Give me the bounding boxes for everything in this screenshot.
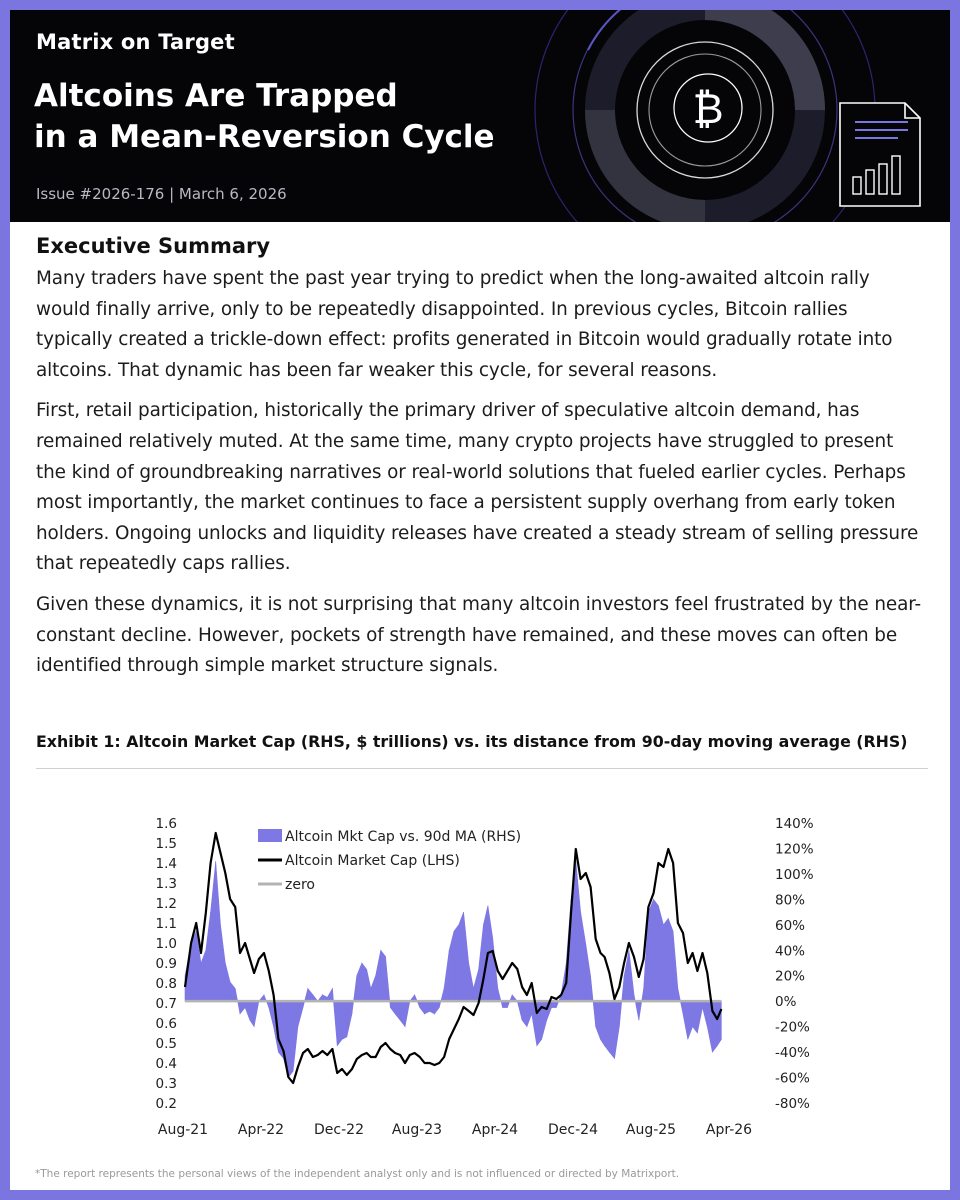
area-segment bbox=[420, 1001, 425, 1014]
right-tick-label: -80% bbox=[775, 1096, 810, 1112]
x-tick-label: Apr-24 bbox=[471, 1122, 519, 1138]
legend-zero-label: zero bbox=[285, 877, 315, 893]
header-banner bbox=[10, 10, 950, 222]
area-segment bbox=[400, 1001, 405, 1026]
area-segment bbox=[498, 988, 503, 1007]
title-line-1: Altcoins Are Trapped bbox=[34, 78, 398, 114]
area-segment bbox=[337, 1001, 342, 1046]
area-segment bbox=[586, 944, 591, 1001]
x-tick-label: Apr-26 bbox=[705, 1122, 753, 1138]
area-segment bbox=[683, 1001, 688, 1039]
x-axis bbox=[158, 1122, 752, 1138]
area-segment bbox=[250, 1001, 254, 1026]
right-tick-label: 0% bbox=[775, 994, 797, 1011]
area-segment bbox=[362, 963, 367, 1001]
area-segment bbox=[390, 1001, 395, 1014]
svg-text:₿: ₿ bbox=[692, 84, 724, 133]
left-tick-label: 0.9 bbox=[155, 956, 177, 972]
x-tick-label: Dec-22 bbox=[314, 1122, 364, 1138]
area-segment bbox=[293, 1001, 298, 1071]
left-tick-label: 0.8 bbox=[155, 976, 177, 992]
brand-name: Matrix on Target bbox=[36, 30, 235, 54]
area-segment bbox=[405, 1001, 410, 1026]
left-tick-label: 1.5 bbox=[155, 836, 177, 852]
area-segment bbox=[522, 1001, 527, 1026]
area-segment bbox=[634, 995, 639, 1020]
area-segment bbox=[303, 988, 308, 1007]
right-tick-label: 60% bbox=[775, 917, 806, 934]
report-page bbox=[10, 10, 950, 1190]
right-tick-label: -40% bbox=[775, 1045, 810, 1062]
area-segment bbox=[673, 931, 678, 1001]
area-segment bbox=[668, 918, 673, 1001]
area-segment bbox=[663, 918, 668, 1001]
area-segment bbox=[464, 912, 469, 1001]
area-segment bbox=[697, 1001, 702, 1033]
area-segment bbox=[658, 906, 663, 1001]
left-tick-label: 0.2 bbox=[155, 1096, 177, 1112]
area-segment bbox=[469, 963, 474, 1001]
left-tick-label: 0.4 bbox=[155, 1056, 177, 1072]
area-segment bbox=[425, 1001, 430, 1014]
area-segment bbox=[206, 912, 211, 1001]
x-tick-label: Aug-25 bbox=[625, 1122, 677, 1138]
legend-area-label: Altcoin Mkt Cap vs. 90d MA (RHS) bbox=[285, 829, 522, 845]
left-axis bbox=[156, 816, 177, 1112]
area-segment bbox=[527, 1001, 532, 1026]
altcoin-chart bbox=[10, 778, 950, 1158]
left-tick-label: 0.3 bbox=[155, 1076, 177, 1092]
area-segment bbox=[444, 950, 449, 1001]
area-segment bbox=[240, 1001, 245, 1014]
area-segment bbox=[211, 861, 216, 1001]
summary-heading: Executive Summary bbox=[36, 234, 271, 258]
area-segment bbox=[581, 912, 586, 1001]
area-segment bbox=[230, 982, 235, 1001]
area-segment bbox=[693, 1001, 698, 1033]
left-tick-label: 1.0 bbox=[155, 936, 177, 952]
area-segment bbox=[221, 925, 226, 1001]
divider bbox=[36, 768, 928, 769]
report-chart-icon bbox=[840, 103, 920, 206]
area-segment bbox=[454, 925, 459, 1001]
right-axis bbox=[775, 816, 814, 1112]
area-segment bbox=[371, 976, 376, 1001]
x-tick-label: Apr-22 bbox=[237, 1122, 285, 1138]
area-segment bbox=[357, 963, 362, 1001]
area-segment bbox=[288, 1001, 293, 1077]
left-tick-label: 1.3 bbox=[155, 876, 177, 892]
legend-area-swatch bbox=[258, 829, 282, 842]
area-segment bbox=[449, 931, 454, 1001]
right-tick-label: 100% bbox=[775, 866, 814, 883]
area-segment bbox=[245, 1001, 250, 1020]
title-line-2: in a Mean-Reversion Cycle bbox=[34, 119, 495, 155]
area-segment bbox=[269, 1001, 274, 1026]
executive-summary bbox=[36, 232, 924, 692]
area-segment bbox=[352, 976, 357, 1014]
area-segment bbox=[347, 1001, 352, 1037]
area-segment bbox=[717, 1001, 721, 1046]
legend-line-label: Altcoin Market Cap (LHS) bbox=[285, 853, 460, 869]
area-segment bbox=[702, 1001, 707, 1026]
area-segment bbox=[517, 1001, 522, 1020]
summary-paragraph-3: Given these dynamics, it is not surprising that many altcoin investors feel frustrated by the near-constant decline. However, pockets of strength have remained, and these moves can often be identified through simple market structure signals. bbox=[36, 593, 922, 677]
chart-legend bbox=[258, 829, 521, 893]
area-segment bbox=[367, 969, 371, 1001]
area-segment bbox=[254, 1001, 259, 1026]
area-segment bbox=[439, 988, 444, 1007]
area-segment bbox=[688, 1001, 693, 1039]
area-segment bbox=[615, 1001, 620, 1058]
area-segment bbox=[605, 1001, 610, 1052]
summary-paragraph-1: Many traders have spent the past year trying to predict when the long-awaited altcoin rally would finally arrive, only to be repeatedly disappointed. In previous cycles, Bitcoin rallies typically created a trickle-down effect: profits generated in Bitcoin would gradually rotate into altcoins. That dynamic has been far weaker this cycle, for several reasons. bbox=[36, 268, 893, 381]
area-segment bbox=[308, 988, 313, 1001]
left-tick-label: 1.4 bbox=[155, 856, 177, 872]
area-segment bbox=[459, 912, 464, 1001]
area-segment bbox=[648, 899, 653, 1001]
right-tick-label: 140% bbox=[775, 816, 814, 832]
area-segment bbox=[654, 899, 659, 1001]
area-segment bbox=[473, 969, 478, 1001]
area-segment bbox=[332, 988, 337, 1045]
area-segment bbox=[201, 950, 206, 1001]
exhibit-caption: Exhibit 1: Altcoin Market Cap (RHS, $ trillions) vs. its distance from 90-day moving average (RHS) bbox=[36, 732, 908, 751]
right-tick-label: -60% bbox=[775, 1070, 810, 1087]
area-segment bbox=[386, 957, 391, 1008]
area-segment bbox=[434, 1001, 439, 1014]
area-segment bbox=[225, 963, 230, 1001]
area-segment bbox=[298, 1001, 303, 1026]
report-title bbox=[34, 76, 554, 158]
x-tick-label: Aug-21 bbox=[157, 1122, 209, 1138]
summary-paragraph-2: First, retail participation, historically the primary driver of speculative altcoin demand, has remained relatively muted. At the same time, many crypto projects have struggled to present the kind of groundbreaking narratives or real-world solutions that fueled earlier cycles. Perhaps most importantly, the market continues to face a persistent supply overhang from early token holders. Ongoing unlocks and liquidity releases have created a steady stream of selling pressure that repeatedly caps rallies. bbox=[36, 400, 919, 575]
area-segment bbox=[381, 950, 386, 1001]
issue-info: Issue #2026-176 | March 6, 2026 bbox=[36, 185, 287, 203]
right-tick-label: 20% bbox=[775, 968, 806, 985]
area-segment bbox=[216, 861, 221, 1001]
left-tick-label: 0.6 bbox=[155, 1016, 177, 1032]
area-segment bbox=[376, 950, 381, 1001]
area-segment bbox=[430, 1001, 435, 1014]
left-tick-label: 0.7 bbox=[155, 996, 177, 1012]
disclaimer-footnote: *The report represents the personal views of the independent analyst only and is not influenced or directed by Matrixport. bbox=[35, 1168, 680, 1180]
x-tick-label: Dec-24 bbox=[548, 1122, 598, 1138]
right-tick-label: 120% bbox=[775, 841, 814, 858]
area-segment bbox=[395, 1001, 400, 1020]
area-segment bbox=[639, 988, 644, 1020]
left-tick-label: 1.1 bbox=[155, 916, 177, 932]
area-segment bbox=[342, 1001, 347, 1039]
area-segment bbox=[609, 1001, 614, 1058]
bitcoin-icon bbox=[674, 74, 742, 142]
x-tick-label: Aug-23 bbox=[391, 1122, 443, 1138]
left-tick-label: 0.5 bbox=[155, 1036, 177, 1052]
right-tick-label: -20% bbox=[775, 1019, 810, 1036]
left-tick-label: 1.6 bbox=[155, 816, 177, 832]
left-tick-label: 1.2 bbox=[155, 896, 177, 912]
right-tick-label: 80% bbox=[775, 892, 806, 909]
area-segment bbox=[327, 988, 332, 1001]
area-segment bbox=[576, 861, 581, 1001]
right-tick-label: 40% bbox=[775, 943, 806, 960]
area-segment bbox=[600, 1001, 604, 1046]
area-segment bbox=[596, 1001, 601, 1039]
